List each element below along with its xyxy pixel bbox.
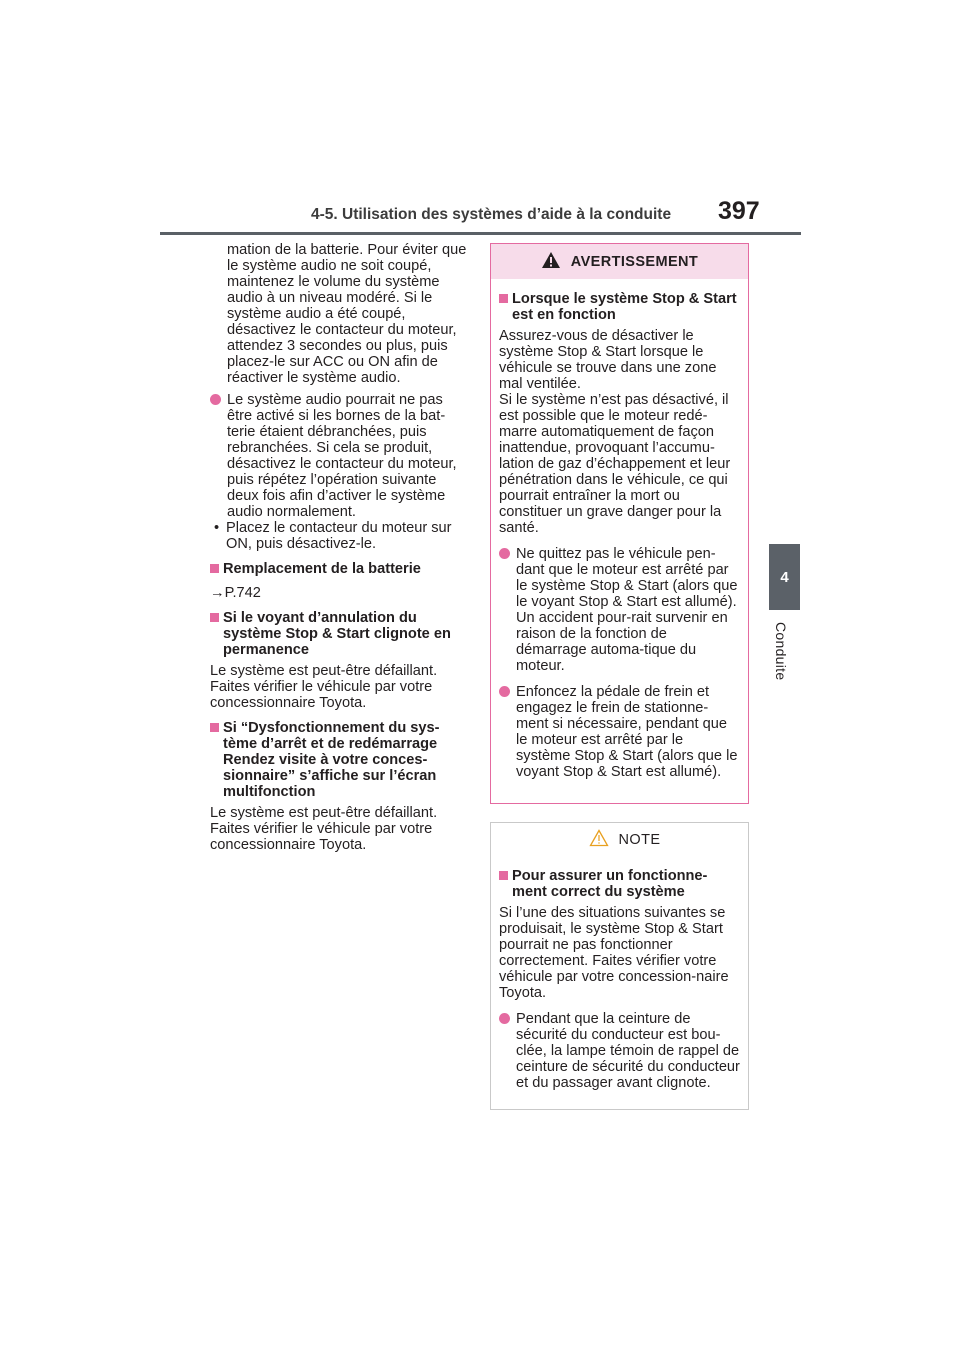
heading-text: Remplacement de la batterie bbox=[223, 561, 421, 577]
body-paragraph: Le système est peut-être défaillant. Faites vérifier le véhicule par votre concessionnaire Toyota. bbox=[210, 805, 438, 853]
body-paragraph: Si l’une des situations suivantes se produisait, le système Stop & Start pourrait ne pas fonctionner correctement. Faites vérifier votre véhicule par votre concession-naire Toyota. bbox=[499, 905, 729, 1001]
chapter-tab bbox=[769, 544, 800, 610]
warning-heading bbox=[499, 291, 740, 323]
note-heading bbox=[499, 868, 740, 900]
chapter-label: Conduite bbox=[773, 622, 789, 681]
note-box bbox=[490, 822, 749, 1110]
square-bullet-icon bbox=[210, 564, 219, 573]
heading-text: Si le voyant d’annulation du système Stop & Start clignote en permanence bbox=[223, 610, 451, 658]
page-number: 397 bbox=[718, 197, 760, 225]
bullet-text: Pendant que la ceinture de sécurité du conducteur est bou-clée, la lampe témoin de rappel de ceinture de sécurité du conducteur et du passager avant clignote. bbox=[516, 1011, 740, 1091]
note-title: NOTE bbox=[618, 831, 661, 848]
caution-icon bbox=[589, 829, 609, 851]
square-bullet-icon bbox=[210, 723, 219, 732]
bullet-text: Enfoncez la pédale de frein et engagez le frein de stationne-ment si nécessaire, pendant que le moteur est arrêté par le système Stop & Start (alors que le voyant Stop & Start est allumé). bbox=[516, 684, 738, 780]
section-heading bbox=[210, 720, 470, 800]
bullet-text: Ne quittez pas le véhicule pen-dant que le moteur est arrêté par le système Stop & Start (alors que le voyant Stop & Start est allumé). Un accident pour-rait survenir en raison de la fonction de démarrage automa-tique du moteur. bbox=[516, 546, 738, 674]
warning-title: AVERTISSEMENT bbox=[570, 253, 699, 270]
left-column bbox=[210, 242, 470, 853]
page-reference: →P.742 bbox=[210, 585, 261, 601]
body-paragraph: Le système est peut-être défaillant. Faites vérifier le véhicule par votre concessionnaire Toyota. bbox=[210, 663, 438, 711]
heading-text: Pour assurer un fonctionne-ment correct du système bbox=[512, 868, 708, 900]
bullet-dot-icon bbox=[210, 394, 221, 405]
dash-text: Placez le contacteur du moteur sur ON, puis désactivez-le. bbox=[226, 520, 452, 552]
heading-text: Lorsque le système Stop & Start est en fonction bbox=[512, 291, 737, 323]
section-title: 4-5. Utilisation des systèmes d’aide à la conduite bbox=[311, 206, 672, 223]
bullet-item bbox=[499, 1011, 740, 1091]
header-divider bbox=[160, 232, 801, 235]
warning-icon bbox=[541, 251, 561, 273]
continuation-paragraph: mation de la batterie. Pour éviter que le système audio ne soit coupé, maintenez le volume du système audio à un niveau modéré. Si le système audio a été coupé, désactivez le contacteur du moteur, attendez 3 secondes ou plus, puis placez-le sur ACC ou ON afin de réactiver le système audio. bbox=[227, 242, 467, 386]
body-paragraph: Assurez-vous de désactiver le système Stop & Start lorsque le véhicule se trouve dans une zone mal ventilée. bbox=[499, 328, 717, 392]
bullet-item bbox=[499, 684, 740, 780]
heading-text: Si “Dysfonctionnement du sys-tème d’arrêt et de redémarrage Rendez visite à votre conces-sionnaire” s’affiche sur l’écran multifonction bbox=[223, 720, 440, 800]
bullet-dot-icon bbox=[499, 1013, 510, 1024]
dash-item bbox=[210, 520, 470, 552]
bullet-dot-icon bbox=[499, 686, 510, 697]
warning-header bbox=[491, 244, 748, 279]
bullet-dot-icon bbox=[499, 548, 510, 559]
dash-mark: • bbox=[214, 520, 220, 536]
square-bullet-icon bbox=[210, 613, 219, 622]
bullet-text: Le système audio pourrait ne pas être activé si les bornes de la bat-terie étaient débranchées, puis rebranchées. Si cela se produit, désactivez le contacteur du moteur, puis répétez l’opération suivante deux fois afin d’activer le système audio normalement. bbox=[227, 392, 457, 520]
note-header bbox=[491, 823, 748, 856]
square-bullet-icon bbox=[499, 294, 508, 303]
section-heading bbox=[210, 610, 470, 658]
bullet-item bbox=[499, 546, 740, 674]
bullet-item bbox=[210, 392, 470, 520]
warning-box bbox=[490, 243, 749, 804]
body-paragraph: Si le système n’est pas désactivé, il est possible que le moteur redé-marre automatiquement de façon inattendue, provoquant l’accumu-lation de gaz d’échappement et leur pénétration dans le véhicule, ce qui pourrait entraîner la mort ou constituer un grave danger pour la santé. bbox=[499, 392, 731, 536]
section-heading bbox=[210, 561, 470, 577]
square-bullet-icon bbox=[499, 871, 508, 880]
chapter-number: 4 bbox=[780, 568, 789, 586]
